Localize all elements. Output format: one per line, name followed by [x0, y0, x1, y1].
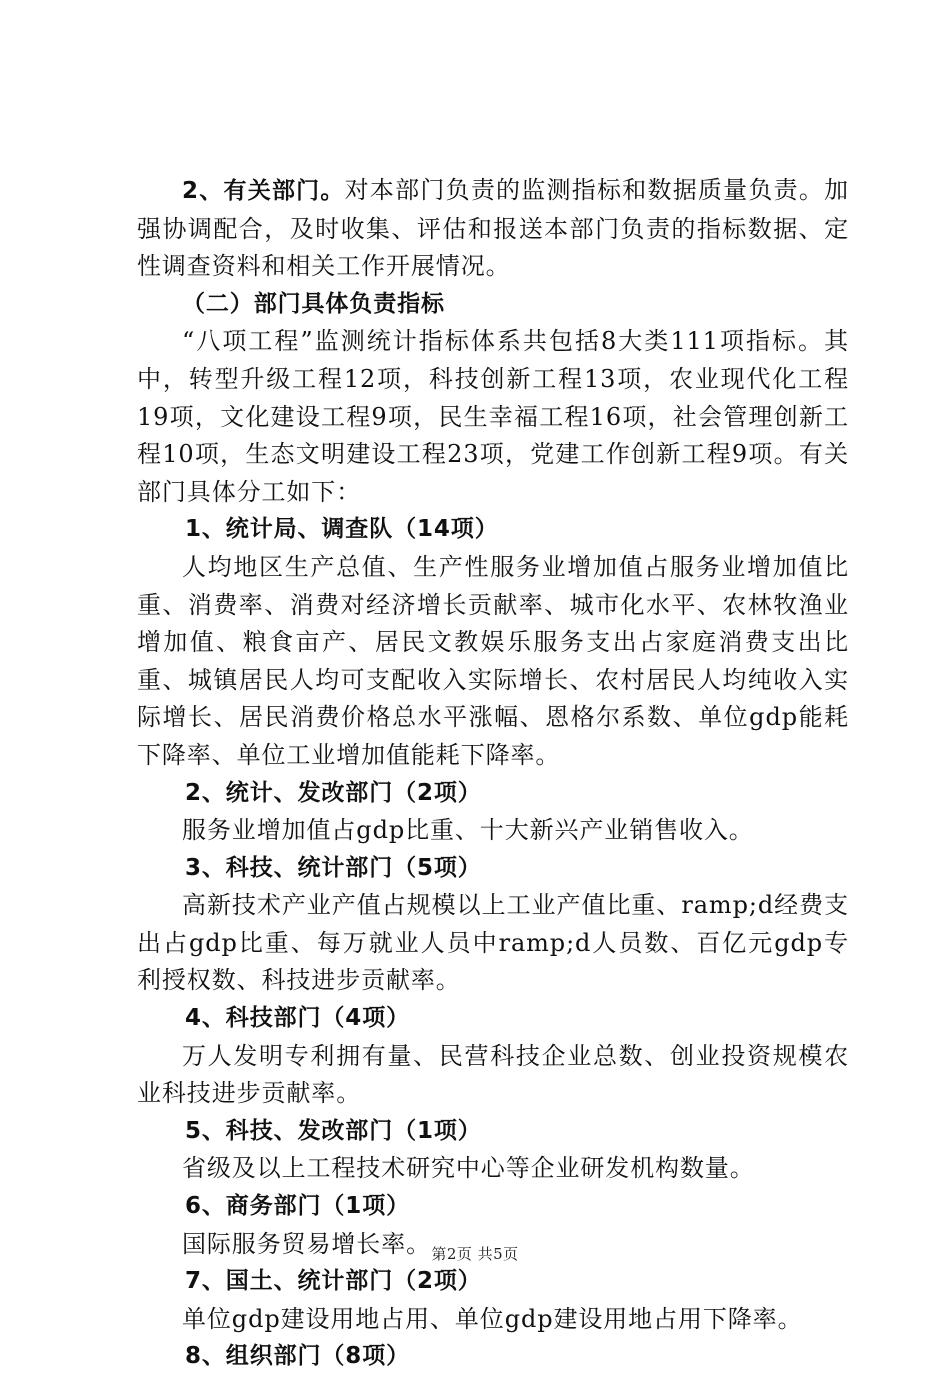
item-body-7: 单位gdp建设用地占用、单位gdp建设用地占用下降率。 [182, 1304, 803, 1333]
item-heading-5: 5、科技、发改部门（1项） [185, 1117, 482, 1144]
item-heading-4: 4、科技部门（4项） [185, 1005, 411, 1032]
intro-paragraph [137, 172, 849, 286]
item-heading-8: 8、组织部门（8项） [185, 1343, 411, 1370]
item-heading-6: 6、商务部门（1项） [185, 1193, 411, 1220]
item-body-1: 人均地区生产总值、生产性服务业增加值占服务业增加值比重、消费率、消费对经济增长贡献率、城市化水平、农林牧渔业增加值、粮食亩产、居民文教娱乐服务支出占家庭消费支出比重、城镇居民人均可支配收入实际增长、农村居民人均纯收入实际增长、居民消费价格总水平涨幅、恩格尔系数、单位gdp能耗下降率、单位工业增加值能耗下降率。 [137, 552, 849, 769]
intro-text: 对本部门负责的监测指标和数据质量负责。加强协调配合，及时收集、评估和报送本部门负责的指标数据、定性调查资料和相关工作开展情况。 [137, 176, 850, 281]
section-heading: （二）部门具体负责指标 [182, 290, 445, 317]
item-body-2: 服务业增加值占gdp比重、十大新兴产业销售收入。 [182, 816, 754, 845]
intro-lead: 2、有关部门。 [182, 178, 345, 204]
item-body-5: 省级及以上工程技术研究中心等企业研发机构数量。 [182, 1154, 755, 1183]
summary-paragraph: “八项工程”监测统计指标体系共包括8大类111项指标。其中，转型升级工程12项，科技创新工程13项，农业现代化工程19项，文化建设工程9项，民生幸福工程16项，社会管理创新工程10项，生态文明建设工程23项，党建工作创新工程9项。有关部门具体分工如下： [137, 327, 849, 506]
document-body [137, 172, 849, 1376]
page-number-footer: 第2页 共5页 [431, 1245, 519, 1263]
item-body-3: 高新技术产业产值占规模以上工业产值比重、ramp;d经费支出占gdp比重、每万就业人员中ramp;d人员数、百亿元gdp专利授权数、科技进步贡献率。 [137, 891, 849, 995]
item-body-6: 国际服务贸易增长率。 [182, 1229, 431, 1258]
item-body-4: 万人发明专利拥有量、民营科技企业总数、创业投资规模农业科技进步贡献率。 [137, 1041, 849, 1108]
item-heading-3: 3、科技、统计部门（5项） [185, 854, 482, 881]
item-heading-7: 7、国土、统计部门（2项） [185, 1268, 482, 1295]
item-heading-1: 1、统计局、调查队（14项） [185, 516, 499, 543]
item-heading-2: 2、统计、发改部门（2项） [185, 779, 482, 806]
